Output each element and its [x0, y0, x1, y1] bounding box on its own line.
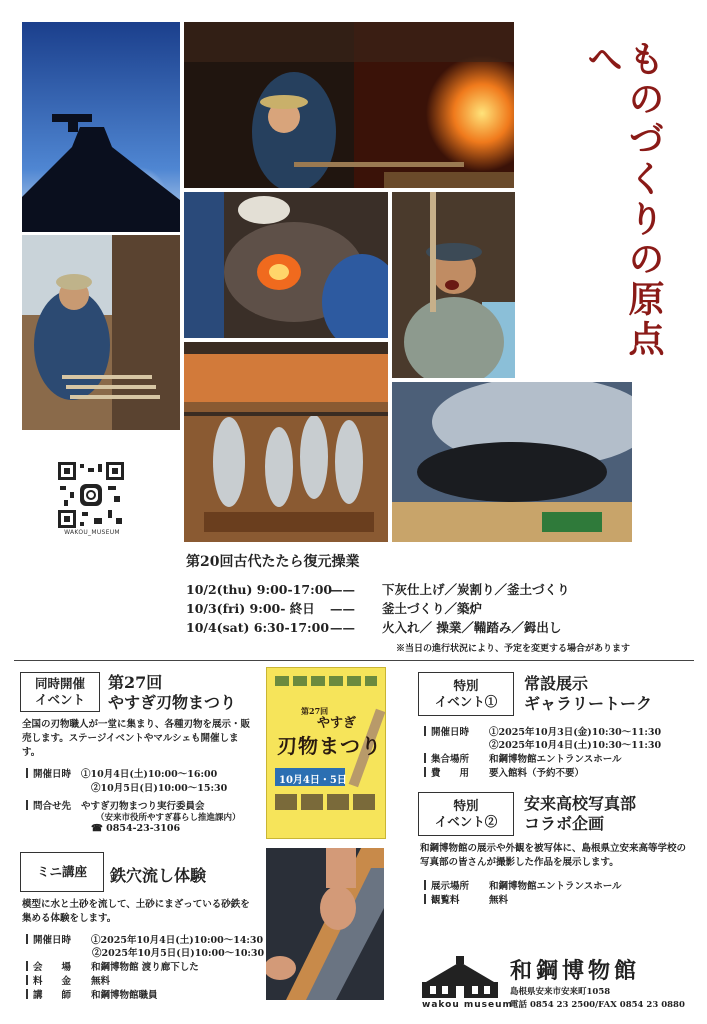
event1-fee-label: 費 用 [431, 768, 470, 779]
concurrent-date1: ①10月4日(土)10:00～16:00 [81, 769, 218, 780]
vertical-title: ものづくりの原点へ [581, 40, 665, 360]
event2-fee-row [424, 892, 508, 906]
schedule-row [186, 580, 570, 598]
mini-fee-label: 料 金 [33, 976, 72, 987]
concurrent-contact1: やすぎ刃物まつり実行委員会 [81, 801, 205, 812]
schedule-dash: —— [330, 620, 355, 635]
event2-title-line2: コラボ企画 [524, 814, 605, 833]
mini-lecturer-label: 講 師 [33, 990, 72, 1001]
mini-lecturer-row [26, 987, 158, 1001]
row-bar [424, 726, 426, 736]
museum-address: 島根県安来市安来町1058 [510, 987, 611, 997]
poster-title-main2: 刃物まつり [277, 734, 382, 758]
schedule-date: 10/4(sat) 6:30-17:00 [186, 620, 330, 635]
concurrent-event-desc: 全国の刃物職人が一堂に集まり、各種刃物を展示・販売します。ステージイベントやマルシェも開催します。 [22, 719, 251, 758]
mini-lecture-title: 鉄穴流し体験 [110, 866, 207, 885]
schedule-desc: 釜土づくり／築炉 [382, 601, 483, 616]
photo-furnace-hand [184, 192, 388, 338]
row-bar [26, 768, 28, 778]
mini-lecturer: 和鋼博物館職員 [91, 990, 158, 1001]
schedule-dash: —— [330, 601, 355, 616]
photo-shouting-worker [392, 192, 515, 378]
poster-title-main1: やすぎ [317, 716, 357, 731]
concurrent-contact-row [26, 798, 205, 812]
photo-fire-worker [184, 22, 514, 188]
event2-badge: 特別 イベント② [418, 792, 514, 836]
event1-title-line1: 常設展示 [524, 674, 589, 693]
row-bar [424, 753, 426, 763]
schedule-row [186, 618, 561, 636]
photo-worker-wall [22, 235, 180, 430]
event1-fee: 要入館料（予約不要） [489, 768, 585, 779]
mini-lecture-badge: ミニ講座 [20, 852, 104, 892]
event1-place: 和鋼博物館エントランスホール [489, 754, 622, 765]
event1-place-row [424, 751, 622, 765]
schedule-dash: —— [330, 582, 355, 597]
schedule-date: 10/3(fri) 9:00- 終日 [186, 601, 315, 616]
photo-roof-sunset [22, 22, 180, 232]
qr-code[interactable] [58, 462, 124, 528]
event2-fee: 無料 [489, 895, 509, 906]
event1-place-label: 集合場所 [431, 754, 470, 765]
poster-title-small: 第27回 [301, 706, 329, 716]
qr-label: WAKOU_MUSEUM [64, 529, 120, 536]
mini-date-label: 開催日時 [33, 935, 72, 946]
museum-logo-text: wakou museum [422, 1000, 513, 1010]
schedule-desc: 火入れ／ 操業／鞴踏み／鉧出し [382, 620, 562, 635]
event1-date-label: 開催日時 [431, 727, 470, 738]
row-bar [424, 894, 426, 904]
concurrent-date-label: 開催日時 [33, 769, 72, 780]
event2-title-line1: 安来高校写真部 [524, 794, 637, 813]
mini-date-row [26, 932, 263, 946]
event1-date2: ②2025年10月4日(土)10:30～11:30 [489, 740, 662, 751]
concurrent-contact-label: 問合せ先 [33, 801, 72, 812]
concurrent-event-title-line2: やすぎ刃物まつり [108, 693, 237, 712]
event2-fee-label: 観覧料 [431, 895, 460, 906]
row-bar [26, 800, 28, 810]
festival-poster-image [266, 667, 386, 839]
row-bar [424, 767, 426, 777]
schedule-note: ※当日の進行状況により、予定を変更する場合があります [396, 644, 631, 654]
event1-badge: 特別 イベント① [418, 672, 514, 716]
row-bar [26, 934, 28, 944]
event2-place-label: 展示場所 [431, 881, 470, 892]
concurrent-contact2: （安来市役所やすぎ暮らし推進課内） [96, 813, 241, 823]
museum-logo-icon [420, 956, 500, 1000]
schedule-title: 第20回古代たたら復元操業 [186, 554, 360, 570]
mini-lecture-desc: 模型に水と土砂を流して、土砂にまざっている砂鉄を集める体験をします。 [22, 899, 250, 924]
poster-date: 10月4日・5日 [279, 775, 347, 786]
event2-place: 和鋼博物館エントランスホール [489, 881, 622, 892]
museum-name: 和鋼博物館 [510, 958, 641, 984]
museum-tel[interactable]: 電話 0854 23 2500/FAX 0854 23 0880 [510, 1000, 685, 1010]
concurrent-phone: ☎ 0854-23-3106 [91, 823, 181, 834]
schedule-row [186, 599, 482, 617]
concurrent-date2: ②10月5日(日)10:00～15:30 [91, 783, 228, 794]
row-bar [26, 989, 28, 999]
mini-fee: 無料 [91, 976, 111, 987]
mini-date2: ②2025年10月5日(日)10:00～10:30 [92, 948, 265, 959]
concurrent-event-badge: 同時開催 イベント [20, 672, 100, 712]
photo-iron-bloom [392, 382, 632, 542]
event2-desc: 和鋼博物館の展示や外観を被写体に、島根県立安来高等学校の写真部の皆さんが撮影した作品を展示します。 [420, 843, 687, 868]
divider [14, 660, 694, 661]
concurrent-event-title-line1: 第27回 [108, 673, 163, 692]
photo-sluice-experience [266, 848, 384, 1000]
row-bar [26, 961, 28, 971]
event1-date1: ①2025年10月3日(金)10:30～11:30 [489, 727, 662, 738]
mini-fee-row [26, 973, 110, 987]
event1-date-row [424, 724, 661, 738]
photo-team-bellows [184, 342, 388, 542]
schedule-desc: 下灰仕上げ／炭割り／釜土づくり [382, 582, 570, 597]
schedule-date: 10/2(thu) 9:00-17:00 [186, 582, 333, 597]
mini-venue-row [26, 959, 199, 973]
row-bar [26, 975, 28, 985]
event2-place-row [424, 878, 622, 892]
event1-fee-row [424, 765, 584, 779]
mini-date1: ①2025年10月4日(土)10:00～14:30 [91, 935, 264, 946]
concurrent-date-row [26, 766, 217, 780]
mini-venue-label: 会 場 [33, 962, 72, 973]
mini-venue: 和鋼博物館 渡り廊下した [91, 962, 199, 973]
row-bar [424, 880, 426, 890]
event1-title-line2: ギャラリートーク [524, 694, 653, 713]
